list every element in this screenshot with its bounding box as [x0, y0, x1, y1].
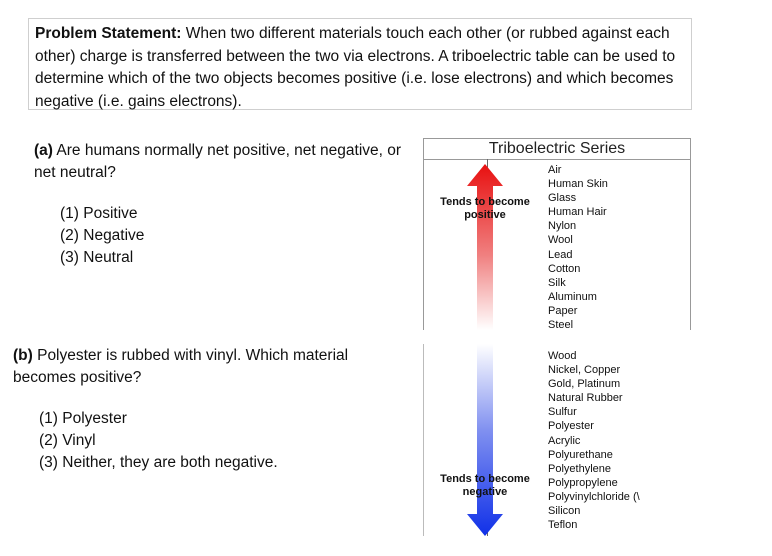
triboelectric-series-figure	[423, 138, 691, 536]
question-b-option[interactable]: (3) Neither, they are both negative.	[39, 454, 278, 471]
material-item: Polyester	[548, 420, 594, 433]
triboelectric-title: Triboelectric Series	[424, 139, 690, 160]
material-item: Steel	[548, 319, 574, 332]
positive-tendency-line-2: positive	[464, 209, 506, 221]
question-b-option[interactable]: (1) Polyester	[39, 410, 127, 427]
material-item: Acrylic	[548, 434, 581, 447]
material-item: Polyurethane	[548, 448, 613, 461]
material-item: Glass	[548, 192, 577, 205]
material-item: Natural Rubber	[548, 392, 623, 405]
question-a-text: Are humans normally net positive, net negative, or net neutral?	[34, 142, 402, 181]
positive-tendency-label	[425, 196, 545, 222]
material-item: Air	[548, 164, 562, 176]
positive-arrow-icon	[467, 164, 503, 330]
problem-statement	[28, 18, 692, 110]
material-item: Polyvinylchloride (\	[548, 490, 640, 503]
question-b-option[interactable]: (2) Vinyl	[39, 432, 96, 449]
material-item: Sulfur	[548, 406, 577, 419]
negative-arrow-icon	[467, 344, 503, 536]
negative-materials-list	[548, 349, 640, 532]
material-item: Wool	[548, 234, 573, 247]
question-a-option[interactable]: (1) Positive	[60, 205, 138, 222]
question-b	[13, 345, 403, 474]
material-item: Teflon	[548, 519, 578, 532]
negative-tendency-line-2: negative	[462, 486, 508, 498]
material-item: Silk	[548, 276, 566, 289]
material-item: Silicon	[548, 505, 581, 518]
material-item: Aluminum	[548, 290, 597, 303]
question-b-options	[39, 408, 403, 474]
question-a-option[interactable]: (2) Negative	[60, 227, 145, 244]
problem-statement-label: Problem Statement:	[35, 25, 182, 42]
material-item: Lead	[548, 248, 573, 261]
material-item: Cotton	[548, 262, 581, 275]
material-item: Gold, Platinum	[548, 378, 621, 391]
question-a-label: (a)	[34, 142, 53, 159]
question-a-option[interactable]: (3) Neutral	[60, 249, 134, 266]
positive-materials-list	[548, 163, 608, 332]
material-item: Polypropylene	[548, 476, 618, 489]
question-a	[34, 140, 414, 269]
material-item: Paper	[548, 304, 578, 317]
negative-tendency-label	[425, 473, 545, 499]
material-item: Nylon	[548, 220, 577, 233]
question-a-prompt	[34, 140, 414, 184]
material-item: Wood	[548, 350, 577, 362]
question-a-options	[60, 203, 414, 269]
negative-tendency-line-1: Tends to become	[440, 473, 530, 485]
question-b-label: (b)	[13, 347, 33, 364]
material-item: Human Skin	[548, 178, 608, 191]
question-b-text: Polyester is rubbed with vinyl. Which material becomes positive?	[13, 347, 349, 386]
positive-tendency-line-1: Tends to become	[440, 196, 530, 208]
material-item: Polyethylene	[548, 462, 611, 475]
question-b-prompt	[13, 345, 403, 389]
problem-statement-text: When two different materials touch each other (or rubbed against each other) charge is transferred between the two via electrons. A triboelectric table can be used to determine which of the two objects becomes positive (i.e. lose electrons) and which becomes negative (i.e. gains electrons).	[35, 25, 676, 110]
material-item: Nickel, Copper	[548, 364, 621, 377]
material-item: Human Hair	[548, 206, 607, 219]
